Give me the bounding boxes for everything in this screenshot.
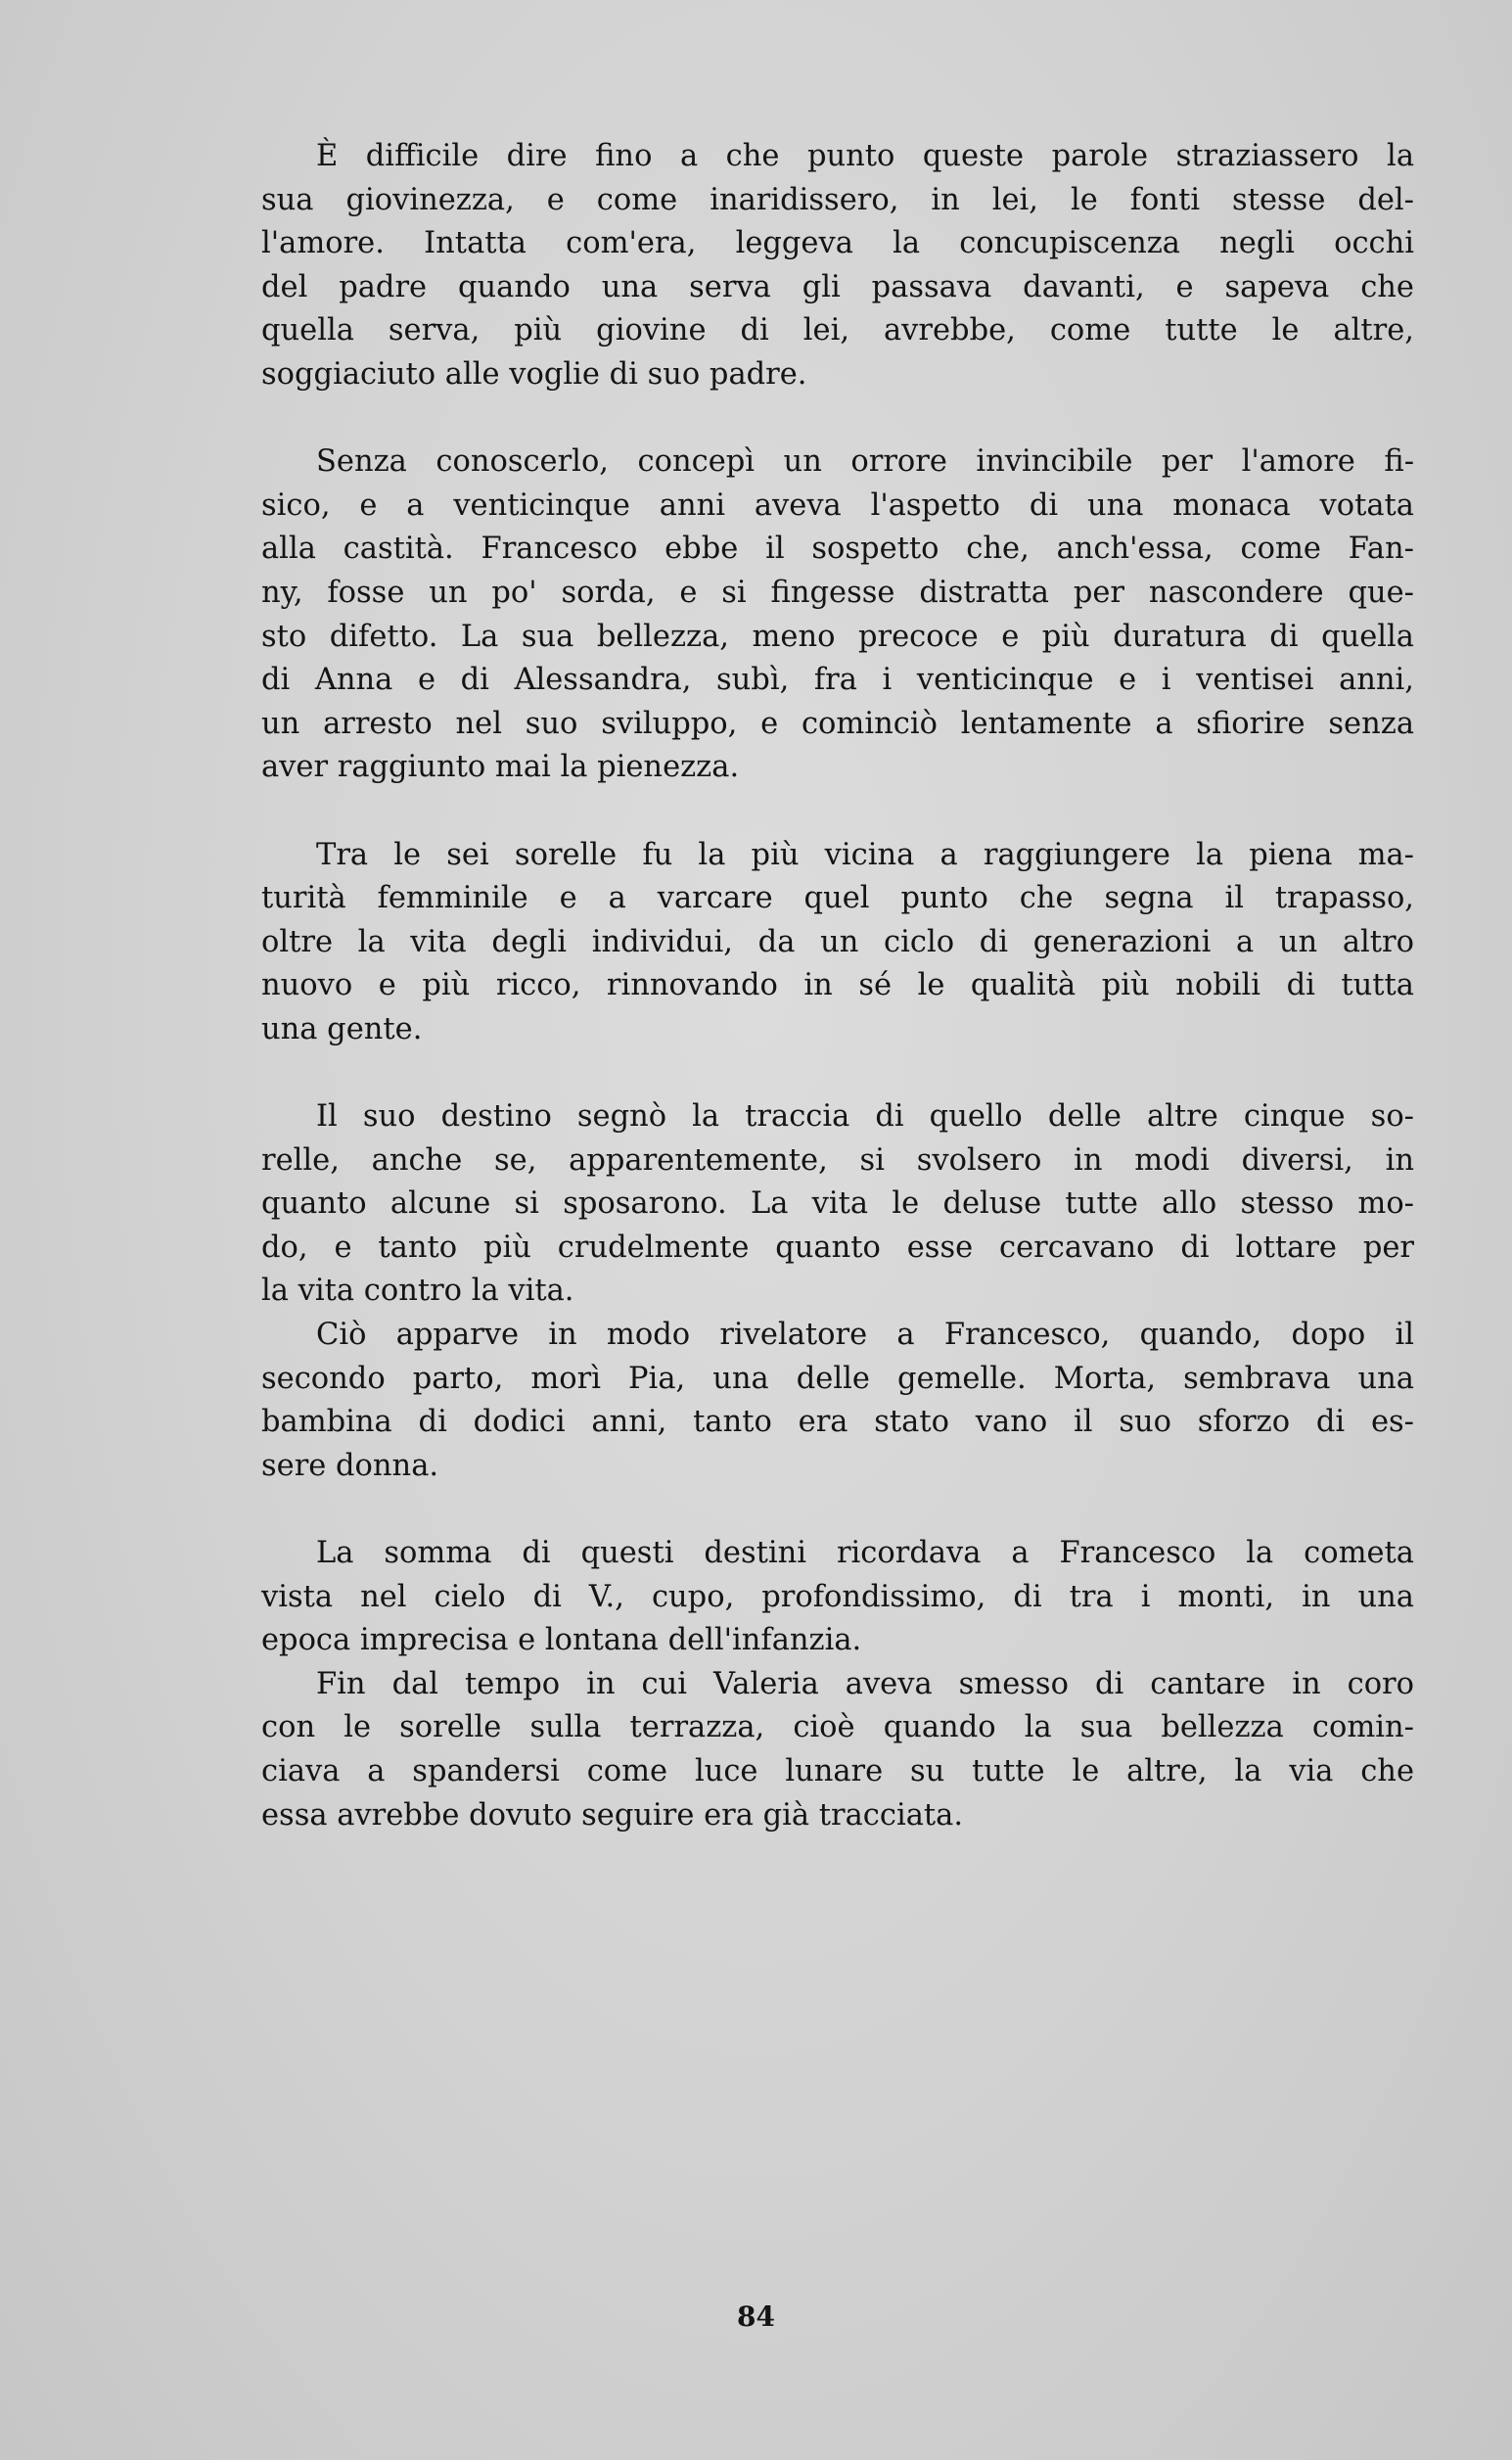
text-line: Fin dal tempo in cui Valeria aveva smesso di cantare in coro — [316, 1666, 1414, 1701]
text-line: bambina di dodici anni, tanto era stato vano il suo sforzo di es- — [261, 1405, 1414, 1440]
text-line: quella serva, più giovine di lei, avrebbe, come tutte le altre, — [261, 313, 1414, 348]
text-line: oltre la vita degli individui, da un ciclo di generazioni a un altro — [261, 924, 1414, 959]
text-line: La somma di questi destini ricordava a Francesco la cometa — [316, 1536, 1414, 1570]
text-line: aver raggiunto mai la pienezza. — [261, 750, 740, 785]
body-text — [261, 135, 1414, 1837]
text-line: epoca imprecisa e lontana dell'infanzia. — [261, 1623, 862, 1658]
text-line: un arresto nel suo sviluppo, e cominciò lentamente a sfiorire senza — [261, 706, 1414, 741]
text-line: turità femminile e a varcare quel punto che segna il trapasso, — [261, 881, 1414, 916]
text-line: relle, anche se, apparentemente, si svolsero in modi diversi, in — [261, 1142, 1414, 1178]
text-line: del padre quando una serva gli passava davanti, e sapeva che — [261, 269, 1414, 304]
text-line: sto difetto. La sua bellezza, meno precoce e più duratura di quella — [261, 619, 1414, 654]
text-line: alla castità. Francesco ebbe il sospetto che, anch'essa, come Fan- — [261, 532, 1414, 567]
paragraph-3 — [261, 834, 1414, 1052]
text-line: Ciò apparve in modo rivelatore a Francesco, quando, dopo il — [316, 1318, 1414, 1353]
paragraph-1 — [261, 135, 1414, 397]
text-line: soggiaciuto alle voglie di suo padre. — [261, 356, 807, 392]
text-line: sico, e a venticinque anni aveva l'aspetto di una monaca votata — [261, 487, 1414, 523]
text-line: sua giovinezza, e come inaridissero, in lei, le fonti stesse del- — [261, 182, 1414, 217]
paragraph-6 — [261, 1532, 1414, 1663]
text-line: la vita contro la vita. — [261, 1274, 574, 1309]
text-line: ny, fosse un po' sorda, e si fingesse distratta per nascondere que- — [261, 575, 1414, 610]
paragraph-gap — [261, 1051, 1414, 1095]
text-line: Senza conoscerlo, concepì un orrore invincibile per l'amore fi- — [316, 444, 1414, 480]
text-line: l'amore. Intatta com'era, leggeva la concupiscenza negli occhi — [261, 226, 1414, 261]
text-line: Tra le sei sorelle fu la più vicina a raggiungere la piena ma- — [316, 837, 1414, 872]
text-line: quanto alcune si sposarono. La vita le deluse tutte allo stesso mo- — [261, 1186, 1414, 1222]
text-line: vista nel cielo di V., cupo, profondissimo, di tra i monti, in una — [261, 1579, 1414, 1614]
text-line: con le sorelle sulla terrazza, cioè quando la sua bellezza comin- — [261, 1710, 1414, 1745]
text-line: Il suo destino segnò la traccia di quello delle altre cinque so- — [316, 1099, 1414, 1135]
text-line: do, e tanto più crudelmente quanto esse cercavano di lottare per — [261, 1230, 1414, 1265]
paragraph-5 — [261, 1314, 1414, 1488]
text-line: nuovo e più ricco, rinnovando in sé le qualità più nobili di tutta — [261, 968, 1414, 1003]
text-line: di Anna e di Alessandra, subì, fra i venticinque e i ventisei anni, — [261, 663, 1414, 698]
paragraph-gap — [261, 1488, 1414, 1532]
text-line: secondo parto, morì Pia, una delle gemelle. Morta, sembrava una — [261, 1361, 1414, 1396]
page-number: 84 — [737, 2300, 775, 2333]
paragraph-gap — [261, 397, 1414, 441]
paragraph-2 — [261, 441, 1414, 790]
text-line: sere donna. — [261, 1448, 439, 1483]
paragraph-7 — [261, 1663, 1414, 1837]
text-line: essa avrebbe dovuto seguire era già tracciata. — [261, 1797, 964, 1833]
text-line: una gente. — [261, 1011, 423, 1046]
text-line: ciava a spandersi come luce lunare su tutte le altre, la via che — [261, 1753, 1414, 1788]
text-line: È difficile dire fino a che punto queste parole straziassero la — [316, 139, 1414, 173]
paragraph-gap — [261, 790, 1414, 834]
paragraph-4 — [261, 1095, 1414, 1314]
